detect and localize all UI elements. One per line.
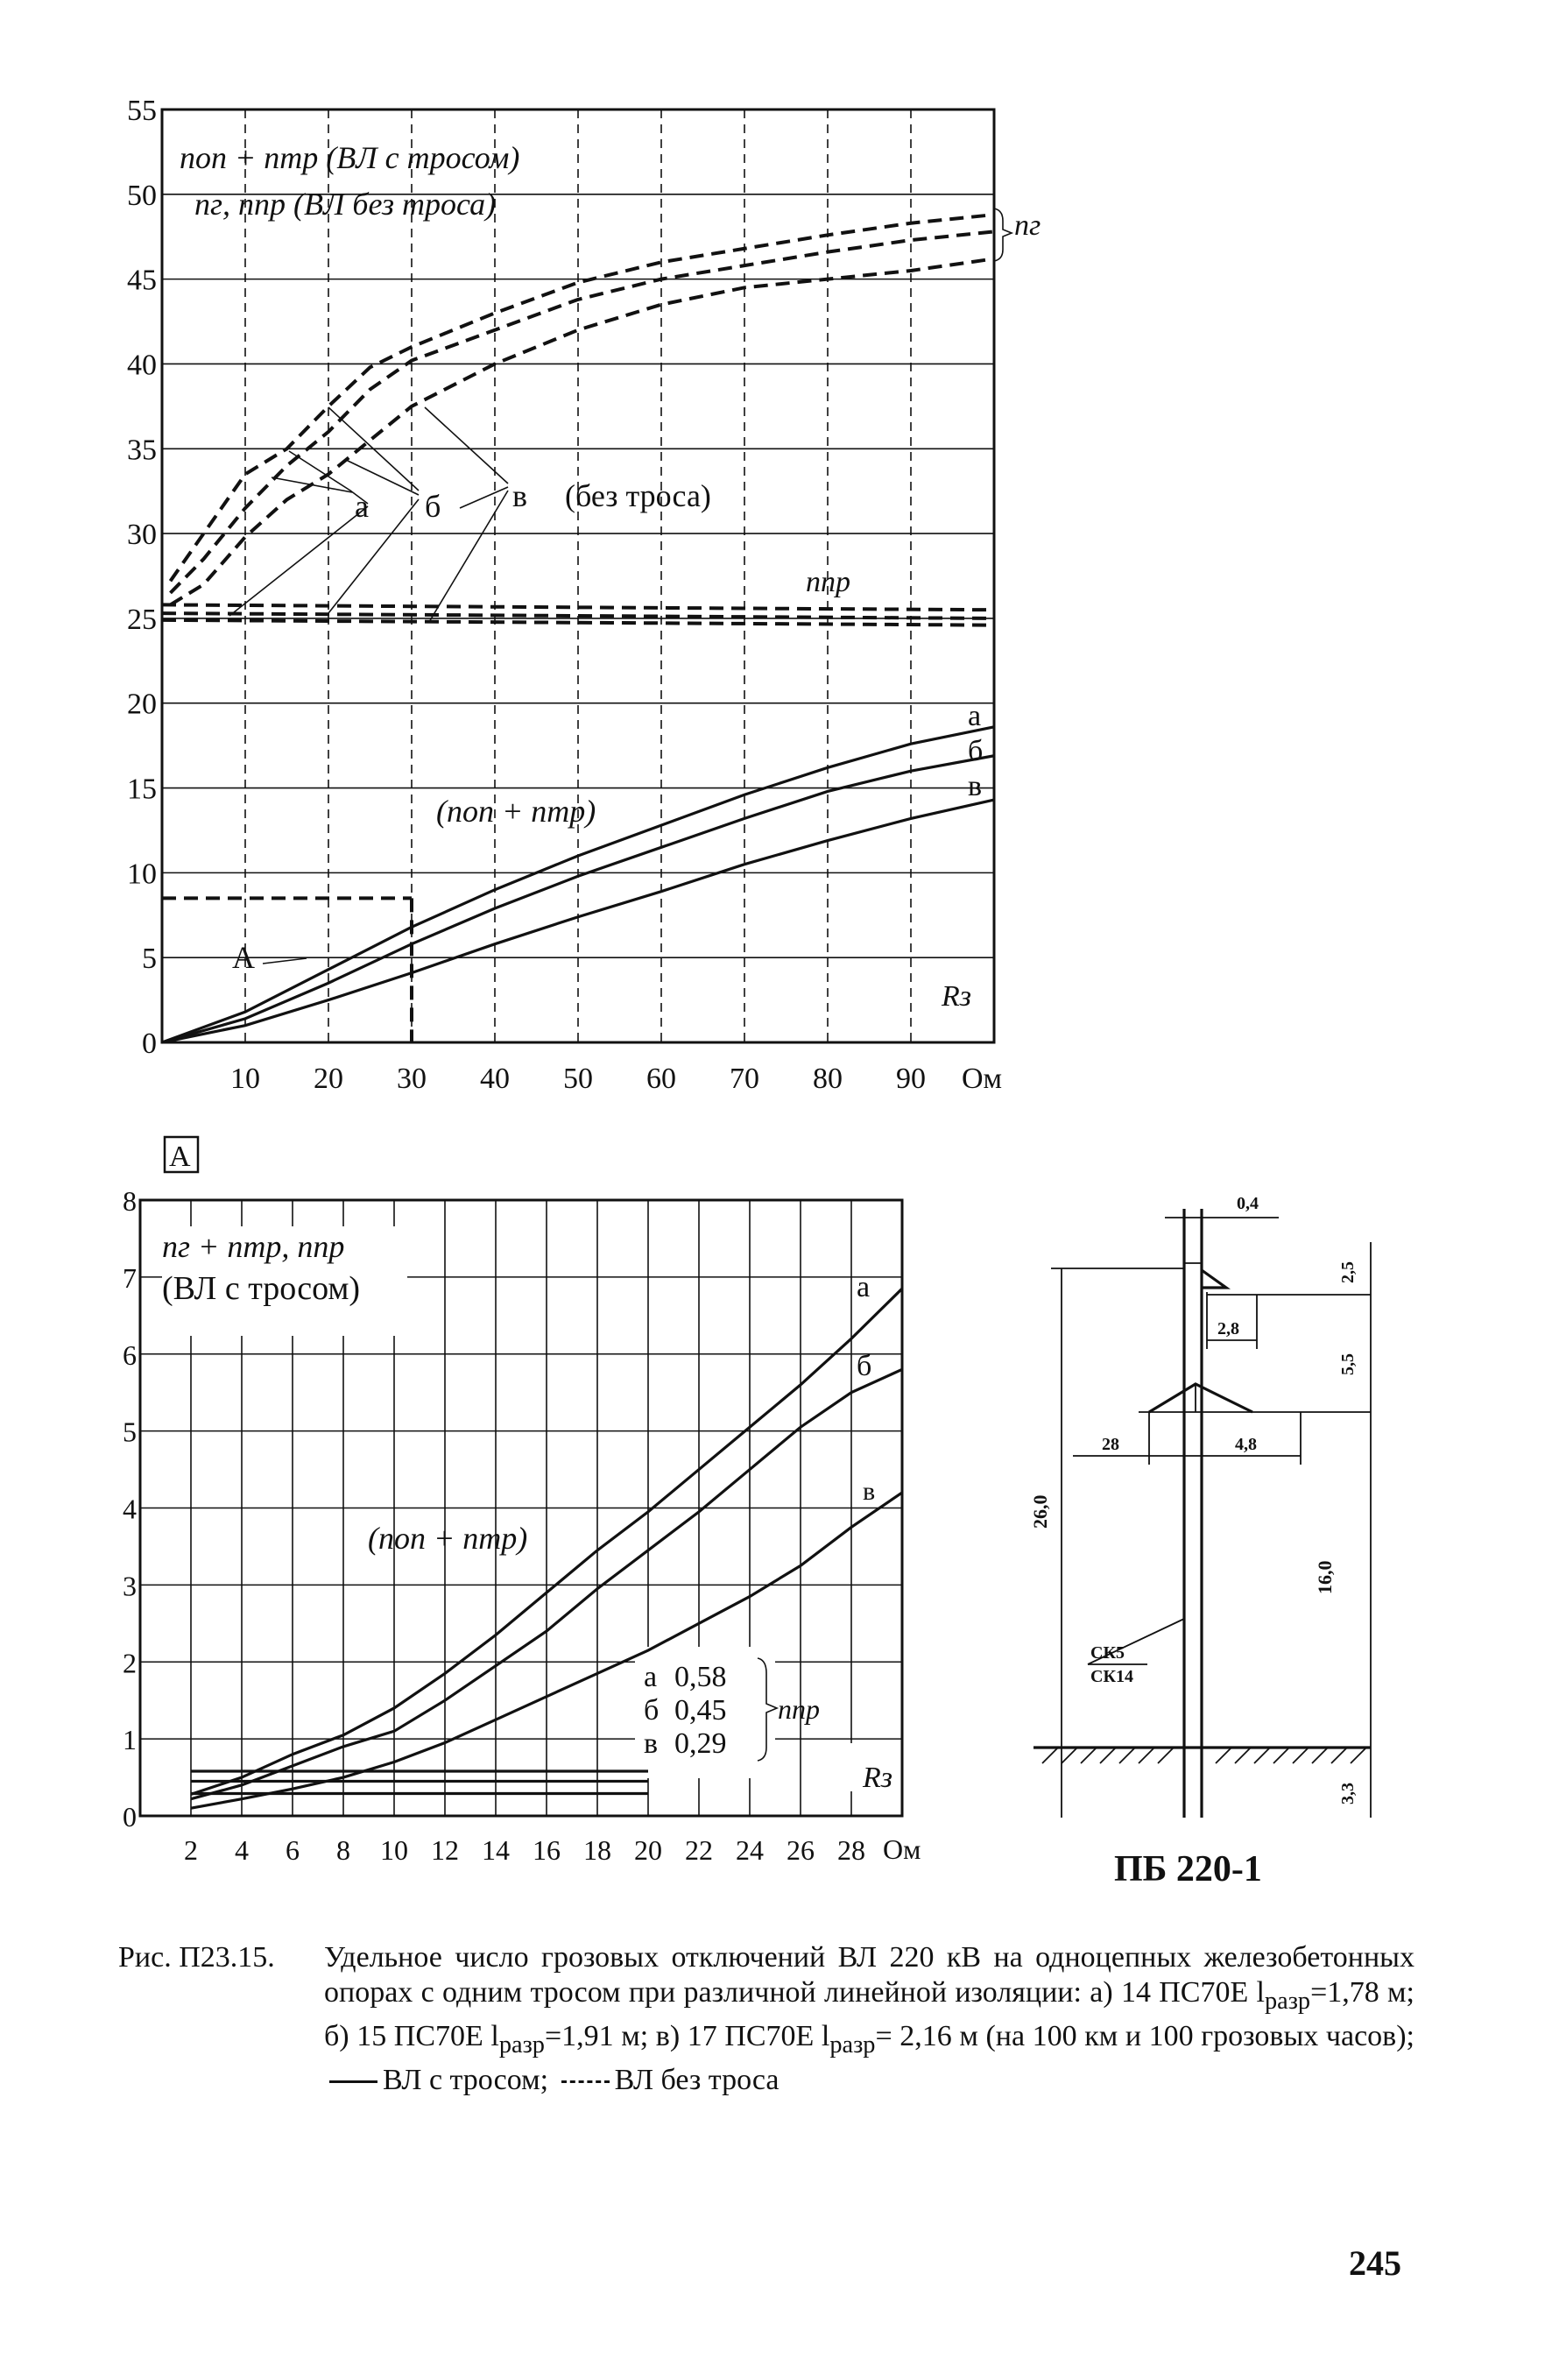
chart-2-y-tick: 6	[123, 1338, 137, 1371]
caption-tail: (на 100 км и 100 грозовых часов);	[985, 2019, 1414, 2052]
chart-1-y-tick: 35	[127, 434, 157, 467]
tower-dim-total: 26,0	[1029, 1494, 1051, 1529]
chart-1-x-tick: 30	[397, 1063, 427, 1095]
caption-legend-solid: ВЛ с тросом;	[383, 2063, 549, 2096]
chart-2-legend-line-2: (ВЛ с тросом)	[162, 1270, 361, 1307]
tower-dim-d2: 5,5	[1338, 1353, 1358, 1375]
tower-hatch-stroke	[1139, 1748, 1154, 1763]
chart-2-x-tick: 12	[431, 1834, 459, 1866]
caption-number: Рис. П23.15.	[118, 1941, 275, 1974]
chart-1-end-label-a: а	[968, 700, 982, 732]
chart-2-npr-name-b: б	[644, 1694, 660, 1727]
chart-2-npr-value-a: 0,58	[674, 1661, 727, 1693]
chart-2-npr-value-b: 0,45	[674, 1694, 727, 1727]
chart-2-x-tick: 8	[336, 1834, 350, 1866]
chart-2-x-tick: 6	[286, 1834, 300, 1866]
chart-1-y-tick: 15	[127, 773, 157, 806]
chart-1-label-no-wire: (без троса)	[565, 478, 711, 513]
chart-1-y-tick: 25	[127, 603, 157, 636]
caption-item-a	[1090, 1976, 1415, 2015]
chart-1-leader-b-low	[328, 499, 419, 613]
chart-1-y-tick: 55	[127, 95, 157, 127]
chart-1-label-npr: nпр	[806, 566, 850, 598]
chart-1-end-label-b: б	[968, 735, 984, 767]
chart-1-label-ng: nг	[1014, 209, 1041, 242]
chart-1-y-tick: 10	[127, 858, 157, 891]
tower-dim-height: 16,0	[1314, 1560, 1336, 1594]
caption-item-v-sub: разр	[829, 2030, 876, 2059]
tower-hatch-stroke	[1273, 1748, 1289, 1763]
caption-main-text: Удельное число грозовых отключений ВЛ 220 кВ на одноцепных железобетонных опорах с одним тросом при различной линейной изоляции:	[324, 1941, 1414, 2009]
chart-1-series-line	[171, 231, 995, 592]
chart-2-y-tick: 2	[123, 1647, 137, 1679]
chart-2-x-tick: 4	[235, 1834, 249, 1866]
chart-2-y-tick: 1	[123, 1724, 137, 1756]
chart-2-npr-name-a: а	[644, 1661, 658, 1693]
tower-hatch-stroke	[1254, 1748, 1270, 1763]
tower-part-lower: СК14	[1090, 1667, 1133, 1686]
chart-2-y-tick: 3	[123, 1570, 137, 1602]
chart-2-xlabel: Rз	[863, 1762, 893, 1794]
tower-dim-foundation: 3,3	[1338, 1783, 1358, 1804]
chart-2-x-tick: 18	[583, 1834, 611, 1866]
tower-hatch-stroke	[1158, 1748, 1174, 1763]
chart-1-label-v: в	[512, 478, 527, 513]
caption-item-b	[324, 2019, 649, 2059]
chart-1-label-a: а	[355, 489, 369, 524]
figure-caption	[118, 1940, 1414, 2098]
chart-2-x-tick: 24	[736, 1834, 764, 1866]
caption-legend-solid-line	[329, 2080, 377, 2083]
chart-2-npr-value-v: 0,29	[674, 1727, 727, 1760]
chart-1-label-nop-ntr: (nоп + nтр)	[436, 794, 596, 829]
chart-1-legend-line-2: nг, nпр (ВЛ без троса)	[194, 187, 497, 222]
chart-1-x-tick: 70	[730, 1063, 759, 1095]
chart-1-leader-a-mid	[272, 477, 352, 492]
chart-1-annotation-A	[162, 898, 412, 1042]
chart-1-y-tick: 45	[127, 264, 157, 297]
caption-item-v-prefix: в) 17 ПС70Е l	[655, 2019, 830, 2052]
tower-dim-arm1: 2,8	[1217, 1319, 1239, 1338]
tower-hatch-stroke	[1042, 1748, 1058, 1763]
chart-1-brace-ng	[994, 208, 1012, 261]
chart-2-y-tick: 4	[123, 1493, 137, 1525]
chart-2-npr-name-v: в	[644, 1727, 659, 1760]
tower-hatch-stroke	[1331, 1748, 1347, 1763]
chart-1-main	[127, 95, 1041, 1095]
tower-hatch-stroke	[1081, 1748, 1097, 1763]
caption-item-a-suffix: =1,78 м;	[1310, 1976, 1415, 2009]
chart-1-y-tick: 50	[127, 179, 157, 212]
chart-2-y-tick: 8	[123, 1185, 137, 1217]
chart-1-xlabel: Rз	[942, 980, 972, 1013]
tower-part-upper: СК5	[1090, 1643, 1125, 1663]
chart-1-end-label-v: в	[968, 770, 983, 802]
chart-1-grid	[162, 109, 994, 1042]
chart-1-y-tick: 0	[142, 1028, 157, 1060]
tower-dim-arm-left: 28	[1102, 1435, 1119, 1454]
chart-2-inset	[123, 1137, 921, 1866]
caption-item-v	[655, 2019, 978, 2059]
tower-hatch-stroke	[1119, 1748, 1135, 1763]
chart-2-npr-label: nпр	[778, 1693, 820, 1725]
chart-1-y-tick: 30	[127, 519, 157, 552]
tower-drawing-pb220	[1029, 1194, 1371, 1889]
chart-2-x-tick: 2	[184, 1834, 198, 1866]
chart-2-x-tick: 20	[634, 1834, 662, 1866]
chart-1-label-b: б	[425, 489, 441, 524]
caption-item-b-prefix: б) 15 ПС70Е l	[324, 2019, 499, 2052]
chart-1-legend-line-1: nоп + nтр (ВЛ с тросом)	[180, 140, 520, 175]
caption-item-b-sub: разр	[498, 2030, 545, 2059]
chart-2-x-tick: 14	[482, 1834, 510, 1866]
chart-1-y-tick: 20	[127, 688, 157, 721]
chart-2-x-tick: 22	[685, 1834, 713, 1866]
chart-2-end-label-b: б	[857, 1350, 872, 1382]
chart-1-x-tick: 60	[646, 1063, 676, 1095]
tower-hatch-stroke	[1235, 1748, 1251, 1763]
chart-2-inset-label: А	[169, 1141, 191, 1173]
chart-2-y-tick: 7	[123, 1261, 137, 1294]
chart-1-x-tick: 40	[480, 1063, 510, 1095]
chart-1-leader-v-low	[429, 491, 508, 622]
tower-title: ПБ 220-1	[1114, 1849, 1262, 1889]
chart-2-legend-line-1: nг + nтр, nпр	[162, 1229, 345, 1264]
chart-2-label-nop-ntr: (nоп + nтр)	[368, 1521, 528, 1556]
tower-dim-top-width: 0,4	[1237, 1194, 1259, 1213]
chart-1-x-unit: Ом	[962, 1063, 1003, 1095]
chart-2-x-tick: 10	[380, 1834, 408, 1866]
tower-hatch-stroke	[1216, 1748, 1231, 1763]
chart-1-y-tick: 5	[142, 943, 157, 976]
tower-wire-support	[1202, 1270, 1226, 1288]
chart-2-end-label-v: в	[863, 1477, 876, 1506]
chart-1-leader-v-mid	[460, 487, 508, 508]
tower-ground-hatch	[1042, 1748, 1366, 1763]
chart-1-series-line	[171, 258, 995, 604]
chart-1-annotation-leader	[263, 958, 307, 964]
tower-dim-d1: 2,5	[1338, 1261, 1358, 1283]
chart-2-x-tick: 26	[787, 1834, 815, 1866]
tower-hatch-stroke	[1312, 1748, 1328, 1763]
chart-2-x-tick: 28	[837, 1834, 865, 1866]
chart-1-x-tick: 90	[896, 1063, 926, 1095]
chart-1-x-tick: 10	[230, 1063, 260, 1095]
chart-1-x-tick: 80	[813, 1063, 843, 1095]
tower-hatch-stroke	[1062, 1748, 1077, 1763]
chart-1-y-tick: 40	[127, 349, 157, 382]
chart-1-leader-a-low	[229, 506, 368, 616]
chart-2-y-tick: 0	[123, 1801, 137, 1833]
caption-item-a-sub: разр	[1264, 1987, 1311, 2015]
caption-item-a-prefix: а) 14 ПС70Е l	[1090, 1976, 1265, 2009]
tower-dim-arm-right: 4,8	[1235, 1435, 1257, 1454]
tower-hatch-stroke	[1100, 1748, 1116, 1763]
page-number: 245	[1349, 2243, 1401, 2283]
chart-2-x-unit: Ом	[883, 1833, 921, 1865]
chart-2-end-label-a: а	[857, 1271, 871, 1303]
chart-1-x-tick: 20	[314, 1063, 343, 1095]
caption-item-v-suffix: = 2,16 м	[875, 2019, 978, 2052]
chart-1-x-tick: 50	[563, 1063, 593, 1095]
tower-hatch-stroke	[1293, 1748, 1309, 1763]
caption-legend-dashed-line	[561, 2080, 610, 2083]
chart-2-x-tick: 16	[533, 1834, 561, 1866]
chart-2-y-tick: 5	[123, 1416, 137, 1448]
caption-legend-dashed: ВЛ без троса	[614, 2063, 780, 2096]
caption-item-b-suffix: =1,91 м;	[544, 2019, 649, 2052]
chart-1-series-line	[171, 215, 995, 581]
tower-hatch-stroke	[1351, 1748, 1366, 1763]
chart-1-label-A: А	[232, 940, 255, 975]
